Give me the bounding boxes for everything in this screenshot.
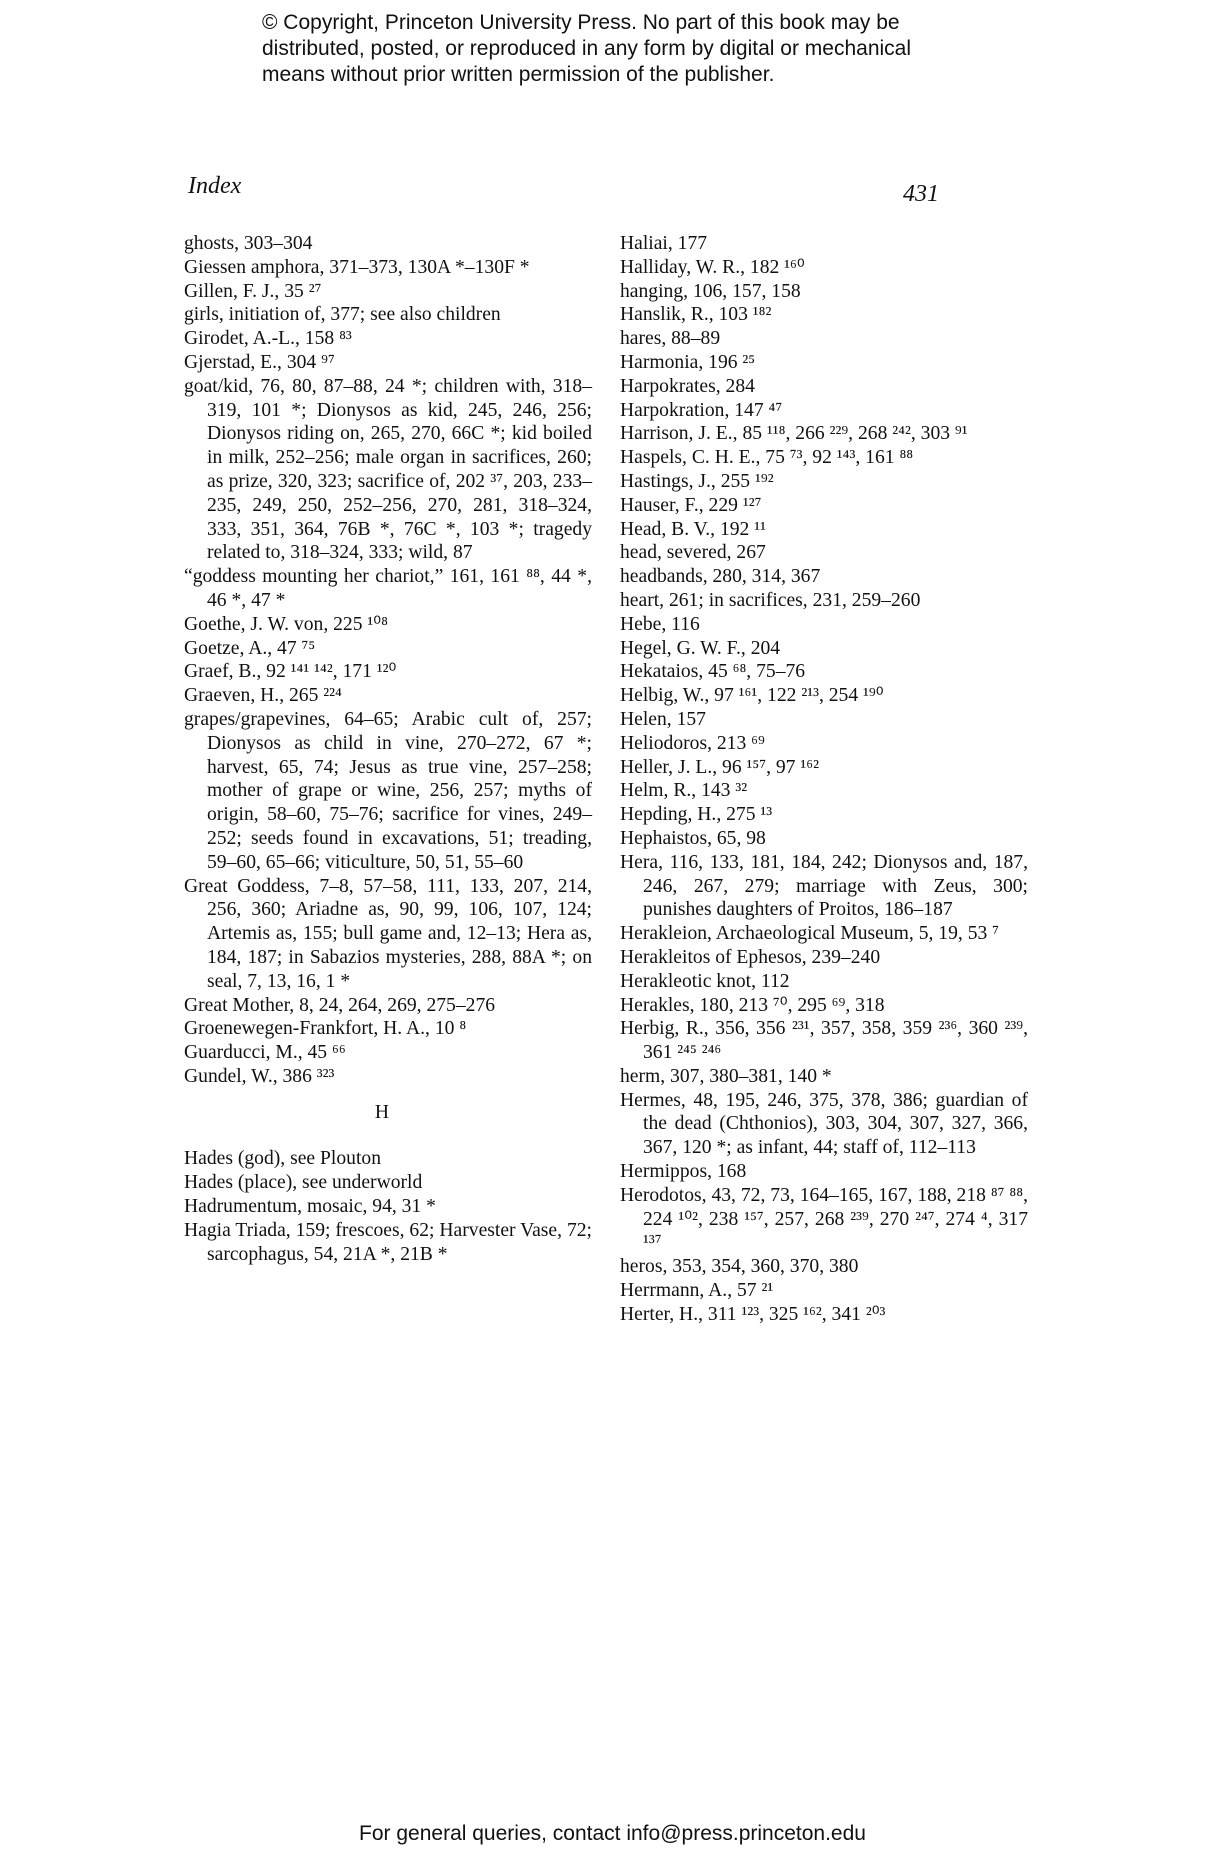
page-number: 431: [903, 181, 939, 207]
index-entry: head, severed, 267: [620, 542, 766, 564]
index-entry: ghosts, 303–304: [184, 233, 313, 254]
index-entry: hanging, 106, 157, 158: [620, 280, 801, 302]
index-entry: herm, 307, 380–381, 140 *: [620, 1065, 832, 1087]
footer-contact: For general queries, contact info@press.princeton.edu: [359, 1822, 866, 1845]
index-entry: Head, B. V., 192 ¹¹: [620, 518, 767, 540]
index-entry: Hanslik, R., 103 ¹⁸²: [620, 304, 772, 326]
index-entry: Helm, R., 143 ³²: [620, 780, 748, 802]
index-entry: Haspels, C. H. E., 75 ⁷³, 92 ¹⁴³, 161 ⁸⁸: [620, 447, 914, 469]
index-entry: Gjerstad, E., 304 ⁹⁷: [184, 351, 335, 373]
copyright-line: means without prior written permission of the publisher.: [262, 63, 775, 86]
index-entry: Guarducci, M., 45 ⁶⁶: [184, 1042, 346, 1064]
index-entry: Gillen, F. J., 35 ²⁷: [184, 280, 322, 302]
index-column-left: [184, 232, 592, 1266]
index-entry: Herakleitos of Ephesos, 239–240: [620, 946, 881, 968]
index-entry: Harpokration, 147 ⁴⁷: [620, 399, 783, 421]
index-entries-after-h: [184, 1147, 592, 1266]
index-entry: Herakleion, Archaeological Museum, 5, 19, 53 ⁷: [620, 923, 1000, 945]
index-entry: heros, 353, 354, 360, 370, 380: [620, 1256, 859, 1278]
copyright-line: © Copyright, Princeton University Press. No part of this book may be: [262, 11, 900, 34]
index-entry: Great Mother, 8, 24, 264, 269, 275–276: [184, 994, 496, 1016]
index-entry: girls, initiation of, 377; see also children: [184, 304, 501, 326]
index-entry: Graef, B., 92 ¹⁴¹ ¹⁴², 171 ¹²⁰: [184, 661, 397, 683]
index-entry: Graeven, H., 265 ²²⁴: [184, 685, 342, 707]
index-entry: Herakles, 180, 213 ⁷⁰, 295 ⁶⁹, 318: [620, 994, 885, 1016]
index-entry: Helbig, W., 97 ¹⁶¹, 122 ²¹³, 254 ¹⁹⁰: [620, 685, 884, 707]
index-entry: Hephaistos, 65, 98: [620, 827, 766, 849]
index-entry: “goddess mounting her chariot,” 161, 161 ⁸⁸, 44 *, 46 *, 47 *: [184, 566, 592, 611]
index-entry: Hermippos, 168: [620, 1161, 747, 1183]
copyright-notice: [262, 10, 1022, 88]
index-entry: Helen, 157: [620, 708, 706, 730]
index-entry: Hadrumentum, mosaic, 94, 31 *: [184, 1196, 436, 1218]
index-entry: Hades (god), see Plouton: [184, 1148, 381, 1170]
index-entry: Hastings, J., 255 ¹⁹²: [620, 470, 774, 492]
index-entry: Harmonia, 196 ²⁵: [620, 351, 756, 373]
index-entry: Hekataios, 45 ⁶⁸, 75–76: [620, 661, 806, 683]
index-entry: Hebe, 116: [620, 613, 700, 635]
index-entry: Gundel, W., 386 ³²³: [184, 1065, 335, 1087]
index-entry: Herrmann, A., 57 ²¹: [620, 1280, 774, 1302]
index-entry: Herakleotic knot, 112: [620, 970, 790, 992]
index-entries-right: [620, 232, 1028, 1327]
index-entry: Herbig, R., 356, 356 ²³¹, 357, 358, 359 ²³⁶, 360 ²³⁹, 361 ²⁴⁵ ²⁴⁶: [620, 1018, 1028, 1064]
index-entry: Herter, H., 311 ¹²³, 325 ¹⁶², 341 ²⁰³: [620, 1303, 886, 1325]
index-entry: Groenewegen-Frankfort, H. A., 10 ⁸: [184, 1018, 467, 1040]
copyright-line: distributed, posted, or reproduced in any form by digital or mechanical: [262, 37, 912, 60]
index-entry: Goethe, J. W. von, 225 ¹⁰⁸: [184, 613, 388, 635]
index-entry: Hades (place), see underworld: [184, 1172, 423, 1194]
index-entry: Hagia Triada, 159; frescoes, 62; Harvester Vase, 72; sarcophagus, 54, 21A *, 21B *: [184, 1219, 592, 1265]
index-entry: headbands, 280, 314, 367: [620, 566, 821, 588]
index-entry: Hegel, G. W. F., 204: [620, 637, 781, 659]
index-entry: Goetze, A., 47 ⁷⁵: [184, 637, 316, 659]
index-entry: Hera, 116, 133, 181, 184, 242; Dionysos and, 187, 246, 267, 279; marriage with Zeus, 300; punishes daughters of Proitos, 186–187: [620, 851, 1028, 921]
index-entry: Hermes, 48, 195, 246, 375, 378, 386; guardian of the dead (Chthonios), 303, 304, 307, 327, 366, 367, 120 *; as infant, 44; staff of, 112–113: [620, 1089, 1028, 1159]
index-entries-before-h: [184, 232, 592, 1089]
index-entry: Hauser, F., 229 ¹²⁷: [620, 494, 762, 516]
index-entry: Giessen amphora, 371–373, 130A *–130F *: [184, 256, 530, 278]
section-letter: H: [374, 1101, 390, 1123]
running-head-title: Index: [188, 173, 242, 199]
index-entry: Heliodoros, 213 ⁶⁹: [620, 732, 765, 754]
index-entry: hares, 88–89: [620, 328, 721, 350]
index-entry: Heller, J. L., 96 ¹⁵⁷, 97 ¹⁶²: [620, 756, 819, 778]
index-entry: Girodet, A.-L., 158 ⁸³: [184, 328, 352, 350]
index-entry: grapes/grapevines, 64–65; Arabic cult of, 257; Dionysos as child in vine, 270–272, 67 *; harvest, 65, 74; Jesus as true vine, 257–258; mother of grape or wine, 256, 257; myths of origin, 58–60, 75–76; sacrifice for vines, 249–252; seeds found in excavations, 51; treading, 59–60, 65–66; viticulture, 50, 51, 55–60: [184, 708, 592, 873]
index-entry: Harrison, J. E., 85 ¹¹⁸, 266 ²²⁹, 268 ²⁴², 303 ⁹¹: [620, 423, 968, 445]
index-entry: Haliai, 177: [620, 233, 708, 254]
index-column-right: [620, 232, 1028, 1327]
index-entry: Halliday, W. R., 182 ¹⁶⁰: [620, 256, 805, 278]
index-entry: goat/kid, 76, 80, 87–88, 24 *; children with, 318–319, 101 *; Dionysos as kid, 245, 246, 256; Dionysos riding on, 265, 270, 66C *; kid boiled in milk, 252–256; male organ in sacrifices, 260; as prize, 320, 323; sacrifice of, 202 ³⁷, 203, 233–235, 249, 250, 252–256, 270, 281, 318–324, 333, 351, 364, 76B *, 76C *, 103 *; tragedy related to, 318–324, 333; wild, 87: [184, 375, 592, 564]
index-entry: Great Goddess, 7–8, 57–58, 111, 133, 207, 214, 256, 360; Ariadne as, 90, 99, 106, 107, 124; Artemis as, 155; bull game and, 12–13; Hera as, 184, 187; in Sabazios mysteries, 288, 88A *; on seal, 7, 13, 16, 1 *: [184, 875, 592, 992]
index-entry: Harpokrates, 284: [620, 375, 755, 397]
index-entry: heart, 261; in sacrifices, 231, 259–260: [620, 589, 921, 611]
index-entry: Herodotos, 43, 72, 73, 164–165, 167, 188, 218 ⁸⁷ ⁸⁸, 224 ¹⁰², 238 ¹⁵⁷, 257, 268 ²³⁹, 270 ²⁴⁷, 274 ⁴, 317 ¹³⁷: [620, 1184, 1028, 1254]
index-entry: Hepding, H., 275 ¹³: [620, 804, 773, 826]
